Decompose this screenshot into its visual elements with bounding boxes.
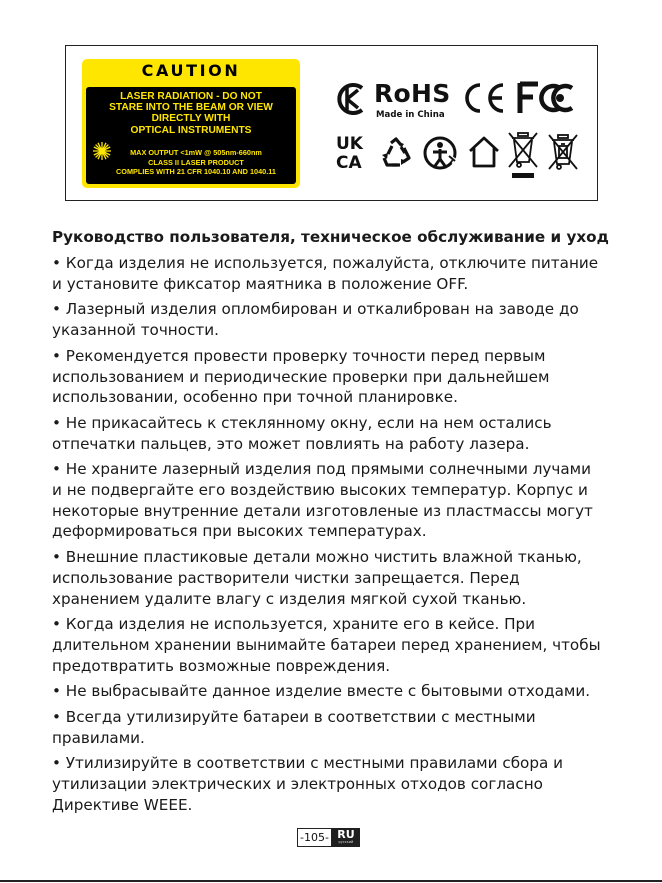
language-code: RU (337, 828, 355, 841)
ukca-mark-icon (336, 133, 372, 171)
warning-line: DIRECTLY WITH (151, 113, 231, 125)
indoor-use-icon (466, 134, 502, 170)
care-instructions (52, 227, 622, 821)
laser-warning-box (86, 87, 296, 184)
paragraph: • Не прикасайтесь к стеклянному окну, если на нем остались отпечатки пальцев, это может повлиять на работу лазера. (52, 413, 552, 453)
paragraph: • Внешние пластиковые детали можно чистить влажной тканью, использование растворители чистки запрещается. Перед хранением удалите влагу с изделия мягкой сухой тканью. (52, 548, 582, 608)
paragraph: • Рекомендуется провести проверку точности перед первым использованием и периодические проверки при дальнейшем использовании, особенно при точной планировке. (52, 346, 550, 407)
crossed-battery-bin-icon (546, 132, 580, 174)
crossed-bin-icon (506, 130, 540, 180)
paragraph: • Всегда утилизируйте батареи в соответствии с местными правилами. (52, 708, 536, 747)
spec-line: CLASS II LASER PRODUCT (148, 157, 244, 167)
page-footer (297, 828, 360, 847)
spec-line: COMPLIES WITH 21 CFR 1040.10 AND 1040.11 (116, 167, 276, 177)
caution-title: CAUTION (141, 61, 241, 80)
language-name: русский (338, 840, 354, 844)
laser-spec-text (86, 148, 296, 177)
paragraph: • Лазерный изделия опломбирован и откалиброван на заводе до указанной точности. (52, 300, 579, 340)
paragraph: • Когда изделия не используется, храните его в кейсе. При длительном хранении вынимайте батареи перед хранением, чтобы предотвратить возможные повреждения. (52, 615, 601, 675)
paragraph: • Утилизируйте в соответствии с местными правилами сбора и утилизации электрических и электронных отходов согласно Директиве WEEE. (52, 754, 563, 814)
warning-line: STARE INTO THE BEAM OR VIEW (109, 102, 273, 114)
svg-text:CA: CA (336, 153, 362, 171)
fcc-mark-icon (516, 80, 578, 116)
language-badge (332, 828, 360, 847)
warning-text (86, 91, 296, 136)
recycle-icon (379, 136, 413, 170)
warning-line: LASER RADIATION - DO NOT (120, 91, 262, 102)
section-heading: Руководство пользователя, техническое обслуживание и уход (52, 228, 609, 246)
svg-text:UK: UK (336, 134, 363, 154)
spec-line: MAX OUTPUT <1mW @ 505nm-660nm (130, 148, 262, 157)
paragraph: • Не храните лазерный изделия под прямыми солнечными лучами и не подвергайте его воздействию высоких температур. Корпус и некоторые внутренние детали изготовленые из пластмассы могут деформироваться при высоких температурах. (52, 460, 593, 541)
made-in-text: Made in China (376, 110, 445, 120)
kc-mark-icon (336, 82, 370, 116)
bottom-rule (0, 880, 662, 882)
ce-mark-icon (461, 82, 507, 114)
certification-label (65, 45, 598, 201)
warning-line: OPTICAL INSTRUMENTS (130, 124, 252, 136)
paragraph: • Не выбрасывайте данное изделие вместе с бытовыми отходами. (52, 682, 591, 701)
caution-label (82, 59, 300, 188)
page-number: -105- (297, 828, 332, 847)
rohs-mark-icon: RoHS (374, 79, 451, 108)
ecodesign-icon (421, 134, 459, 172)
paragraph: • Когда изделия не используется, пожалуйста, отключите питание и установите фиксатор маятника в положение OFF. (52, 254, 599, 293)
